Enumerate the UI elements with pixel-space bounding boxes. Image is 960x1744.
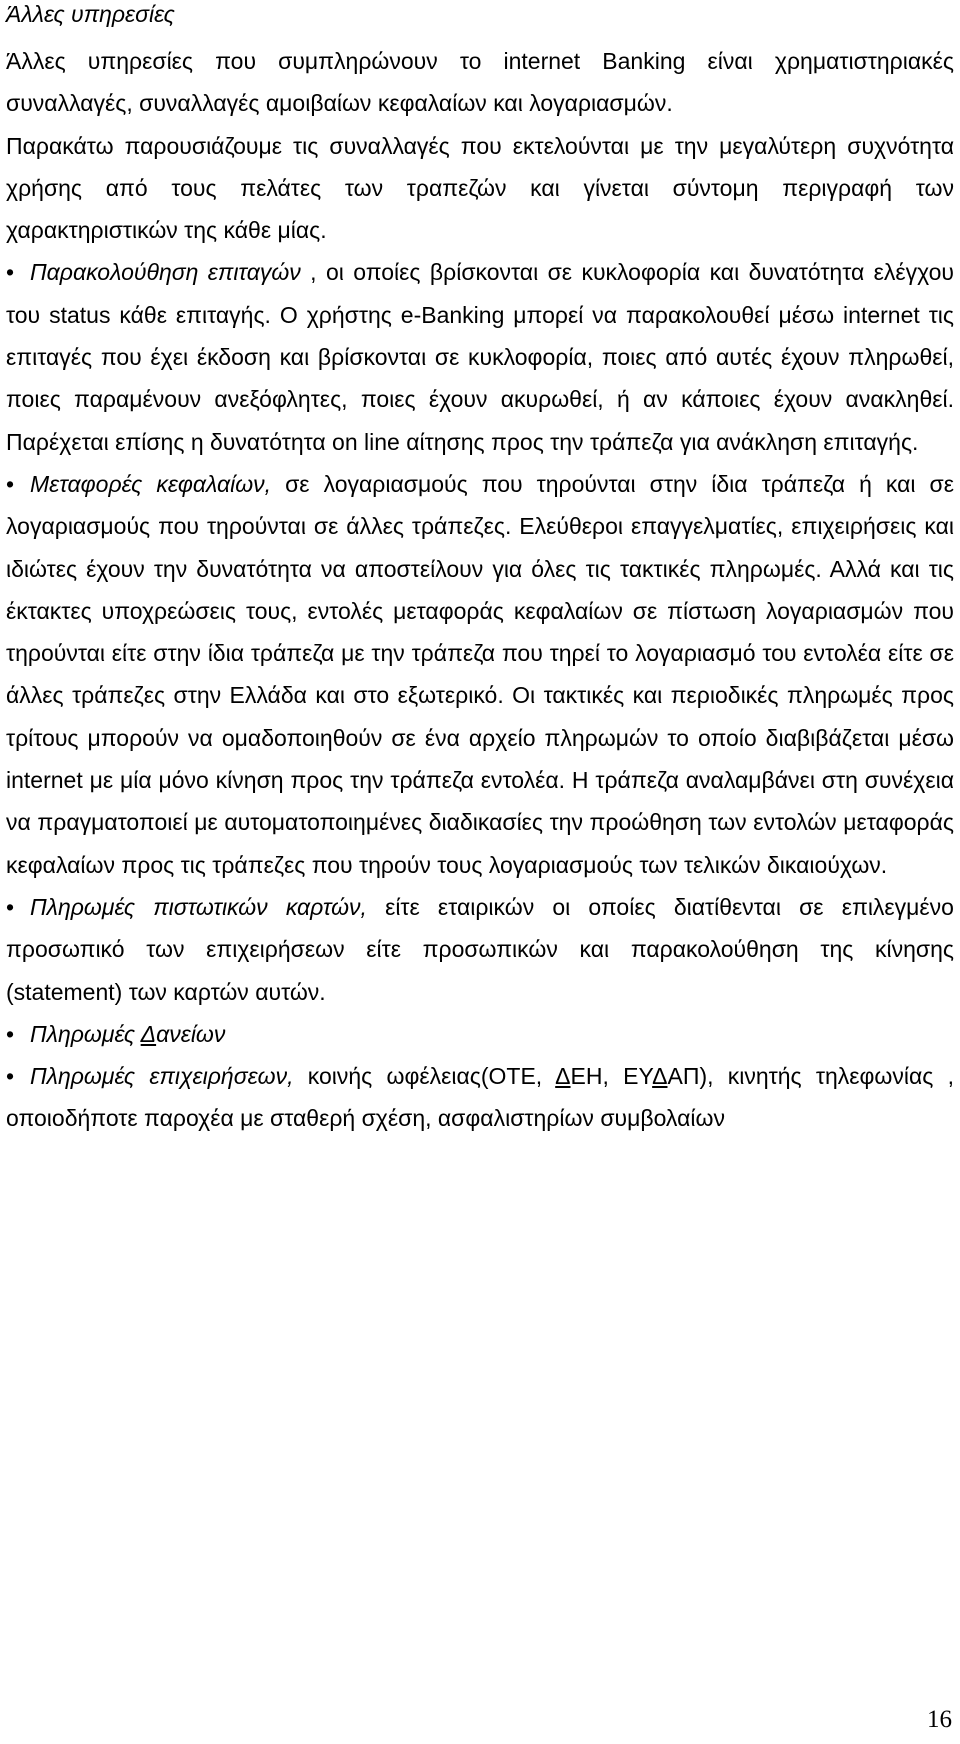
bullet-text-mid: ΕΗ, ΕΥ — [570, 1063, 653, 1090]
intro-paragraph-2: Παρακάτω παρουσιάζουμε τις συναλλαγές που εκτελούνται με την μεγαλύτερη συχνότητα χρήσης από τους πελάτες των τραπεζών και γίνεται σύντομη περιγραφή των χαρακτηριστικών της κάθε μίας. — [6, 132, 954, 244]
bullet-title: Πληρωμές πιστωτικών καρτών, — [30, 893, 367, 920]
underlined-letter: Δ — [555, 1063, 571, 1090]
bullet-title-suffix: ανείων — [156, 1020, 226, 1047]
bullet-title: Πληρωμές επιχειρήσεων, — [30, 1063, 294, 1090]
bullet-text-before: κοινής ωφέλειας(ΟΤΕ, — [293, 1063, 556, 1090]
bullet-icon: • — [6, 470, 15, 497]
bullet-title-prefix: Πληρωμές — [30, 1020, 141, 1047]
bullet-icon: • — [6, 259, 15, 286]
bullet-text: είτε εταιρικών οι οποίες διατίθενται σε επιλεγμένο προσωπικό των επιχειρήσεων είτε προσωπικών και παρακολούθηση της κίνησης (statement) των καρτών αυτών. — [6, 893, 954, 1005]
bullet-icon: • — [6, 1063, 15, 1090]
bullet-item-business-payments — [6, 1055, 954, 1140]
bullet-title: Μεταφορές κεφαλαίων, — [30, 470, 272, 497]
intro-paragraph-1: Άλλες υπηρεσίες που συμπληρώνουν το internet Banking είναι χρηματιστηριακές συναλλαγές, συναλλαγές αμοιβαίων κεφαλαίων και λογαριασμών. — [6, 48, 954, 117]
bullet-item-loan-payments — [6, 1013, 954, 1055]
bullet-text: , οι οποίες βρίσκονται σε κυκλοφορία και δυνατότητα ελέγχου του status κάθε επιταγής. Ο χρήστης e-Banking μπορεί να παρακολουθεί μέσω internet τις επιταγές που έχει έκδοση και βρίσκονται σε κυκλοφορία, ποιες από αυτές έχουν πληρωθεί, ποιες παραμένουν ανεξόφλητες, ποιες έχουν ακυρωθεί, ή αν κάποιες έχουν ανακληθεί. Παρέχεται επίσης η δυνατότητα on line αίτησης προς την τράπεζα για ανάκληση επιταγής. — [6, 259, 954, 455]
bullet-item-cheque-tracking — [6, 251, 954, 462]
bullet-item-credit-card-payments — [6, 886, 954, 1013]
bullet-icon: • — [6, 893, 15, 920]
section-heading: Άλλες υπηρεσίες — [6, 1, 175, 27]
bullet-title-underlined: Δ — [140, 1020, 157, 1047]
bullet-title: Παρακολούθηση επιταγών — [30, 259, 301, 286]
bullet-item-fund-transfers — [6, 463, 954, 886]
bullet-text: σε λογαριασμούς που τηρούνται στην ίδια τράπεζα ή και σε λογαριασμούς που τηρούνται σε άλλες τράπεζες. Ελεύθεροι επαγγελματίες, επιχειρήσεις και ιδιώτες έχουν την δυνατότητα να αποστείλουν για όλες τις τακτικές πληρωμές. Αλλά και τις έκτακτες υποχρεώσεις τους, εντολές μεταφοράς κεφαλαίων σε πίστωση λογαριασμών που τηρούνται είτε στην ίδια τράπεζα με την τράπεζα που τηρεί το λογαριασμό του εντολέα είτε σε άλλες τράπεζες στην Ελλάδα και στο εξωτερικό. Οι τακτικές και περιοδικές πληρωμές προς τρίτους μπορούν να ομαδοποιηθούν σε ένα αρχείο πληρωμών το οποίο διαβιβάζεται μέσω internet με μία μόνο κίνηση προς την τράπεζα εντολέα. Η τράπεζα αναλαμβάνει στη συνέχεια να πραγματοποιεί με αυτοματοποιημένες διαδικασίες την προώθηση των εντολών μεταφοράς κεφαλαίων προς τις τράπεζες που τηρούν τους λογαριασμούς των τελικών δικαιούχων. — [6, 470, 954, 878]
page-number: 16 — [927, 1706, 952, 1733]
bullet-text-after: ΑΠ), κινητής τηλεφωνίας , οποιοδήποτε παροχέα με σταθερή σχέση, ασφαλιστηρίων συμβολαίων — [6, 1063, 954, 1132]
document-page — [6, 0, 954, 1140]
bullet-icon: • — [6, 1020, 15, 1047]
underlined-letter: Δ — [652, 1063, 668, 1090]
